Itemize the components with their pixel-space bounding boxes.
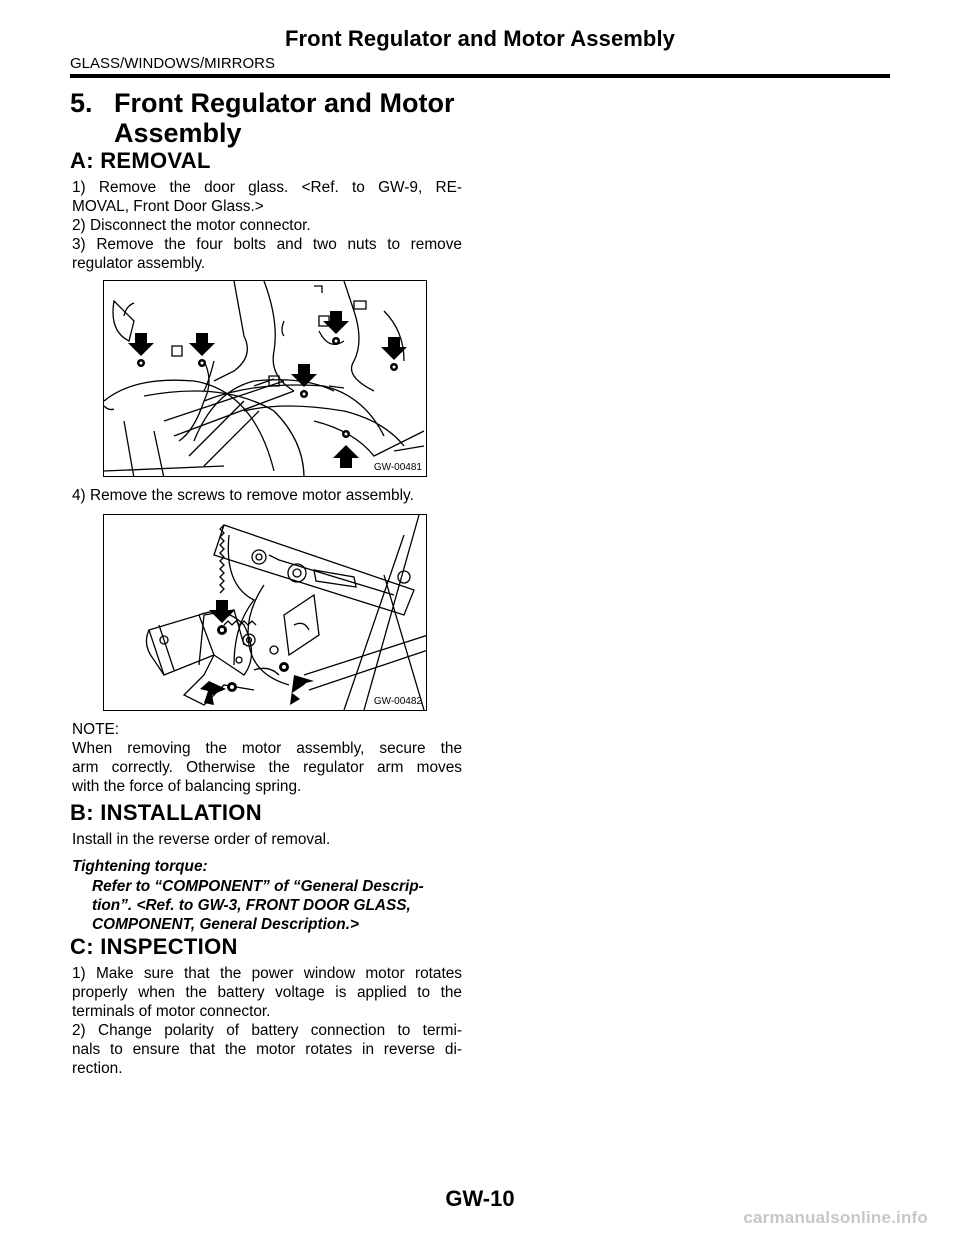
inspection-step1-line2: properly when the battery voltage is applied to the	[72, 984, 462, 1001]
motor-screws-illustration	[104, 515, 427, 711]
header-rule	[70, 74, 890, 78]
section-label: GLASS/WINDOWS/MIRRORS	[70, 55, 276, 72]
figure1-id: GW-00481	[373, 462, 422, 473]
watermark: carmanualsonline.info	[743, 1208, 928, 1227]
torque-line2: tion”. <Ref. to GW-3, FRONT DOOR GLASS,	[92, 897, 411, 914]
removal-heading: A: REMOVAL	[70, 148, 211, 173]
note-line2: arm correctly. Otherwise the regulator arm moves	[72, 759, 462, 776]
removal-step3-line2: regulator assembly.	[72, 255, 206, 272]
heading-number: 5.	[70, 88, 93, 118]
main-heading	[70, 88, 470, 148]
inspection-step2-line3: rection.	[72, 1060, 123, 1077]
figure-regulator-bolts	[103, 280, 427, 477]
page-title: Front Regulator and Motor Assembly	[284, 26, 676, 51]
inspection-step1-line1: 1) Make sure that the power window motor rotates	[72, 965, 462, 982]
removal-step4: 4) Remove the screws to remove motor assembly.	[72, 487, 414, 504]
torque-line1: Refer to “COMPONENT” of “General Descrip-	[92, 878, 424, 895]
torque-label: Tightening torque:	[72, 858, 208, 875]
inspection-step2-line1: 2) Change polarity of battery connection to termi-	[72, 1022, 462, 1039]
note-label: NOTE:	[72, 721, 120, 738]
removal-step1-line2: MOVAL, Front Door Glass.>	[72, 198, 264, 215]
note-line1: When removing the motor assembly, secure the	[72, 740, 462, 757]
page-number: GW-10	[445, 1186, 515, 1211]
figure2-id: GW-00482	[373, 696, 422, 707]
removal-step2: 2) Disconnect the motor connector.	[72, 217, 311, 234]
note-line3: with the force of balancing spring.	[72, 778, 302, 795]
installation-text: Install in the reverse order of removal.	[72, 831, 331, 848]
torque-text	[92, 877, 462, 934]
removal-step1-line1: 1) Remove the door glass. <Ref. to GW-9, RE-	[72, 179, 462, 196]
removal-step3-line1: 3) Remove the four bolts and two nuts to remove	[72, 236, 462, 253]
installation-heading: B: INSTALLATION	[70, 800, 262, 825]
inspection-step1-line3: terminals of motor connector.	[72, 1003, 271, 1020]
inspection-step2-line2: nals to ensure that the motor rotates in reverse di-	[72, 1041, 462, 1058]
heading-line1: Front Regulator and Motor	[114, 88, 455, 118]
figure-motor-screws	[103, 514, 427, 711]
inspection-heading: C: INSPECTION	[70, 934, 238, 959]
torque-line3: COMPONENT, General Description.>	[92, 916, 359, 933]
heading-line2: Assembly	[114, 118, 242, 148]
regulator-bolts-illustration	[104, 281, 427, 477]
